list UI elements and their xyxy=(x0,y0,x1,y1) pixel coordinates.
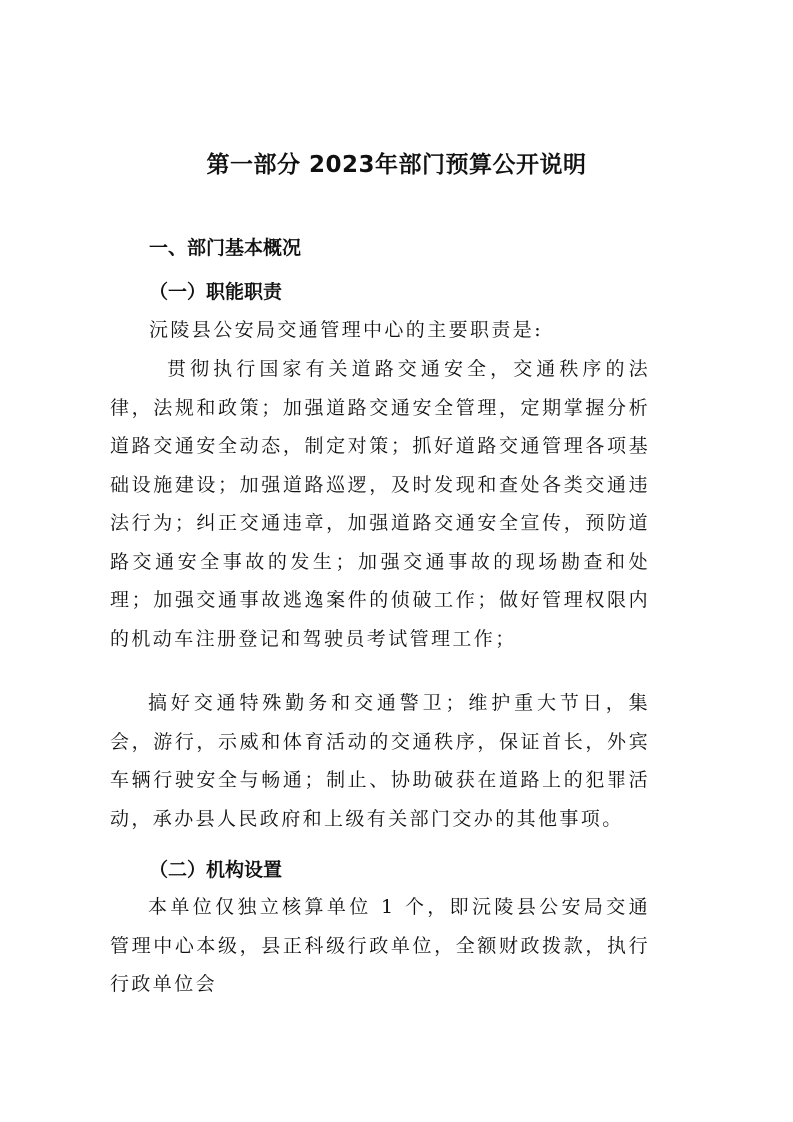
page-title: 第一部分 2023年部门预算公开说明 xyxy=(206,152,587,178)
section-heading-basic-overview: 一、部门基本概况 xyxy=(149,237,302,259)
duties-intro-paragraph: 沅陵县公安局交通管理中心的主要职责是: xyxy=(149,319,544,341)
subsection-heading-organization: （二）机构设置 xyxy=(149,859,283,881)
subsection-heading-duties: （一）职能职责 xyxy=(149,281,283,303)
duties-paragraph-2: 搞好交通特殊勤务和交通警卫；维护重大节日，集会，游行，示威和体育活动的交通秩序，保证首长，外宾车辆行驶安全与畅通；制止、协助破获在道路上的犯罪活动，承办县人民政府和上级有关部门交办的其他事项。 xyxy=(110,692,650,830)
duties-paragraph-1: 贯彻执行国家有关道路交通安全，交通秩序的法律，法规和政策；加强道路交通安全管理，定期掌握分析道路交通安全动态，制定对策；抓好道路交通管理各项基础设施建设；加强道路巡逻，及时发现和查处各类交通违法行为；纠正交通违章，加强道路交通安全宣传，预防道路交通安全事故的发生；加强交通事故的现场勘查和处理；加强交通事故逃逸案件的侦破工作；做好管理权限内的机动车注册登记和驾驶员考试管理工作； xyxy=(110,358,650,650)
organization-paragraph: 本单位仅独立核算单位 1 个，即沅陵县公安局交通管理中心本级，县正科级行政单位，全额财政拨款，执行行政单位会 xyxy=(110,896,650,995)
